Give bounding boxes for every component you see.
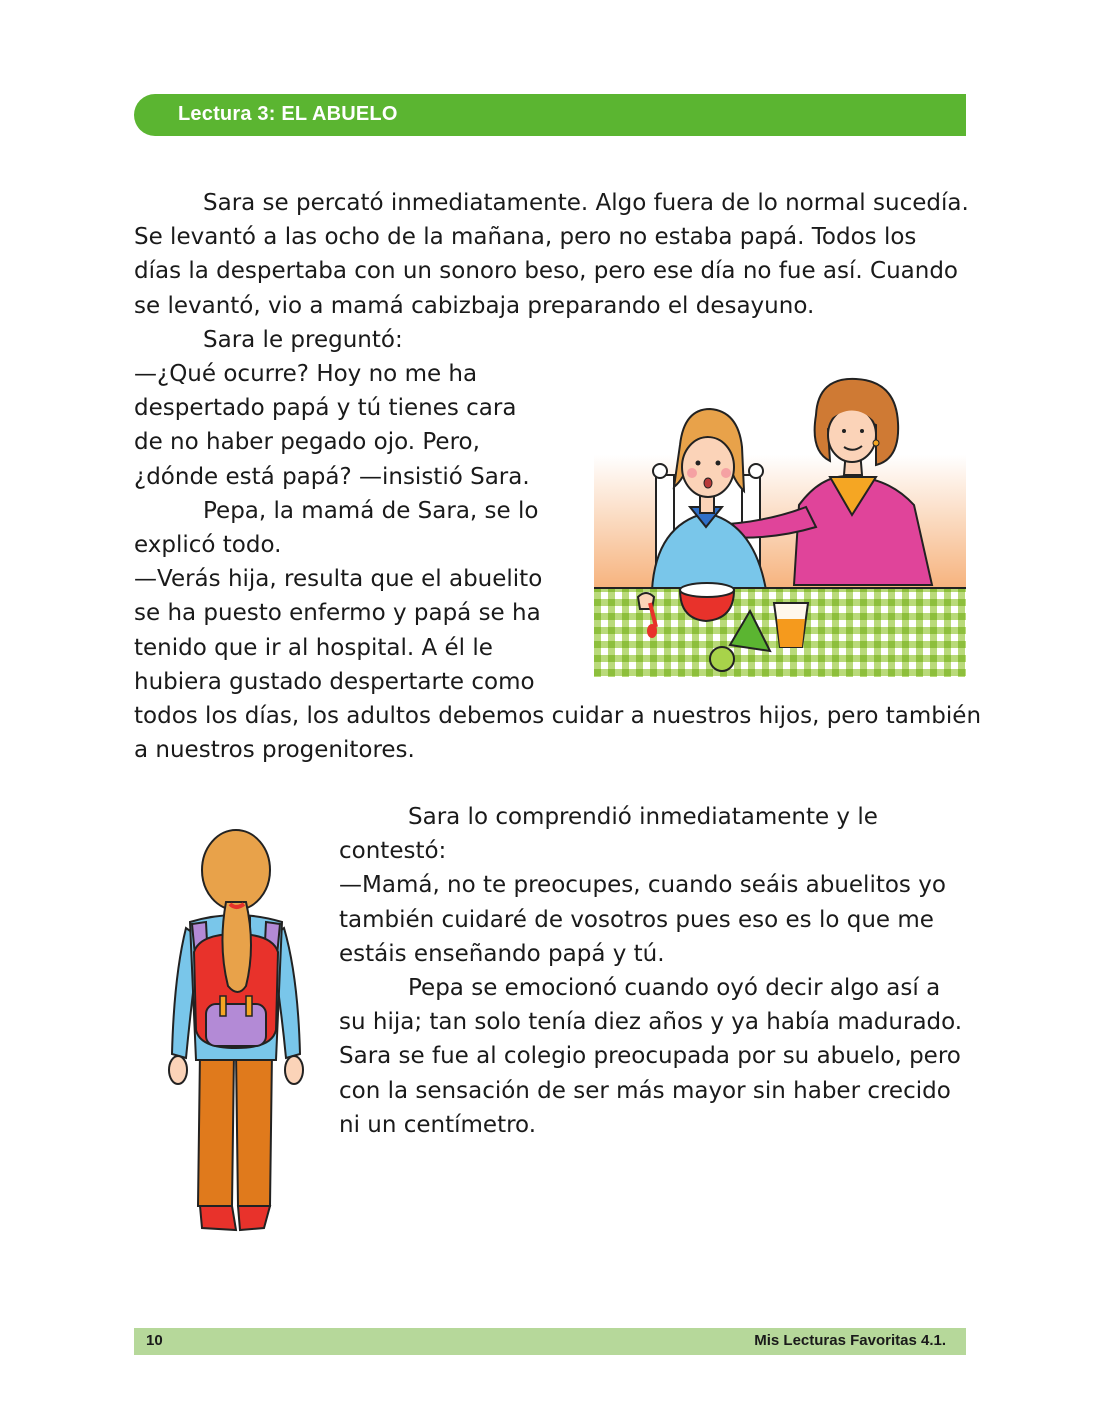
girl-backpack-illustration bbox=[160, 826, 310, 1246]
text-line: Sara le preguntó: bbox=[203, 326, 403, 353]
text-line: Sara se percató inmediatamente. Algo fuera de lo normal sucedía. bbox=[203, 190, 969, 216]
text-line: todos los días, los adultos debemos cuidar a nuestros hijos, pero también bbox=[134, 703, 982, 729]
text-line: ni un centímetro. bbox=[339, 1111, 537, 1138]
text-line: contestó: bbox=[339, 838, 447, 865]
book-title: Mis Lecturas Favoritas 4.1. bbox=[754, 1332, 946, 1349]
text-line: días la despertaba con un sonoro beso, pero ese día no fue así. Cuando bbox=[134, 258, 959, 285]
text-line: Pepa, la mamá de Sara, se lo bbox=[203, 497, 539, 524]
text-line: explicó todo. bbox=[134, 531, 282, 558]
text-line: —¿Qué ocurre? Hoy no me ha bbox=[134, 361, 478, 387]
story-paragraph-4 bbox=[339, 800, 962, 1142]
text-line: hubiera gustado despertarte como bbox=[134, 668, 535, 695]
text-line: ¿dónde está papá? —insistió Sara. bbox=[134, 463, 530, 490]
text-line: —Mamá, no te preocupes, cuando seáis abuelitos yo bbox=[339, 872, 946, 899]
page-title: Lectura 3: EL ABUELO bbox=[178, 103, 398, 125]
text-line: Sara lo comprendió inmediatamente y le bbox=[408, 804, 878, 830]
text-line: estáis enseñando papá y tú. bbox=[339, 940, 665, 967]
text-line: también cuidaré de vosotros pues eso es lo que me bbox=[339, 906, 934, 933]
text-line: Se levantó a las ocho de la mañana, pero no estaba papá. Todos los bbox=[134, 224, 917, 251]
footer-bar bbox=[134, 1328, 966, 1355]
text-line: Sara se fue al colegio preocupada por su abuelo, pero bbox=[339, 1043, 961, 1070]
story-paragraph-3 bbox=[134, 699, 981, 767]
breakfast-illustration bbox=[594, 375, 966, 677]
text-line: —Verás hija, resulta que el abuelito bbox=[134, 566, 543, 593]
text-line: su hija; tan solo tenía diez años y ya había madurado. bbox=[339, 1009, 963, 1036]
text-line: se levantó, vio a mamá cabizbaja preparando el desayuno. bbox=[134, 292, 815, 319]
text-line: se ha puesto enfermo y papá se ha bbox=[134, 600, 541, 627]
text-line: Pepa se emocionó cuando oyó decir algo así a bbox=[408, 974, 941, 1001]
story-paragraph-2 bbox=[134, 357, 542, 699]
title-bar bbox=[134, 94, 966, 136]
text-line: despertado papá y tú tienes cara bbox=[134, 395, 517, 422]
text-line: a nuestros progenitores. bbox=[134, 737, 415, 764]
text-line: tenido que ir al hospital. A él le bbox=[134, 634, 493, 661]
story-paragraph-1 bbox=[134, 186, 969, 357]
text-line: de no haber pegado ojo. Pero, bbox=[134, 429, 480, 456]
text-line: con la sensación de ser más mayor sin haber crecido bbox=[339, 1077, 951, 1104]
page-number: 10 bbox=[146, 1332, 163, 1349]
